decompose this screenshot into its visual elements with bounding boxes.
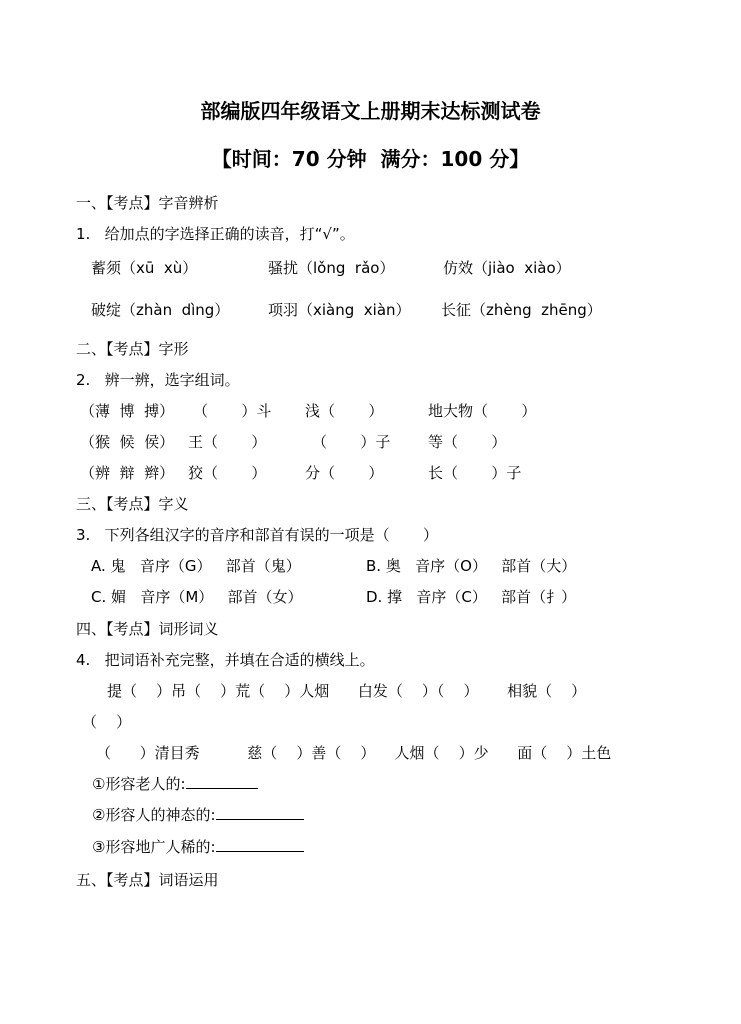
question-4: 4. 把词语补充完整，并填在合适的横线上。 [76,651,375,669]
fill-word: 分（ ） [305,464,384,482]
option-d: D. 撑 音序（C） 部首（扌） [366,588,577,606]
option-b: B. 奥 音序（O） 部首（大） [366,557,577,575]
pinyin-item: 长征（zhèng zhēng） [441,301,602,319]
section-1-heading: 一、【考点】字音辨析 [76,194,219,212]
fill-word: 等（ ） [428,433,507,451]
question-2: 2. 辨一辨，选字组词。 [76,371,240,389]
fill-word: （ ）子 [312,433,391,451]
pinyin-item: 项羽（xiàng xiàn） [268,301,411,319]
page-title: 部编版四年级语文上册期末达标测试卷 [200,99,541,123]
fill-word: 狡（ ） [188,464,267,482]
exam-info: 【时间：70 分钟 满分：100 分】 [211,147,530,171]
section-2-heading: 二、【考点】字形 [76,340,189,358]
fill-word: 王（ ） [188,433,267,451]
idiom-row: （ ）清目秀 慈（ ）善（ ） 人烟（ ）少 面（ ）土色 [96,744,612,762]
question-1: 1. 给加点的字选择正确的读音，打“√”。 [76,225,355,243]
section-4-heading: 四、【考点】词形词义 [76,620,219,638]
fill-word: 浅（ ） [305,402,384,420]
char-group: （薄 博 搏） [80,402,175,420]
fill-word: 长（ ）子 [428,464,522,482]
pinyin-item: 蓄须（xū xù） [91,259,198,277]
idiom-row: 提（ ）吊（ ）荒（ ）人烟 白发（ ）（ ） 相貌（ ） [107,682,587,700]
pinyin-item: 破绽（zhàn dìng） [91,301,230,319]
char-group: （猴 候 侯） [80,433,175,451]
option-a: A. 鬼 音序（G） 部首（鬼） [91,557,301,575]
idiom-row-wrap: （ ） [82,713,132,731]
blank-line-3: ③形容地广人稀的: [92,837,304,857]
char-group: （辨 辩 辫） [80,464,175,482]
fill-word: 地大物（ ） [428,402,537,420]
pinyin-item: 仿效（jiào xiào） [443,259,571,277]
blank-line-1: ①形容老人的: [92,774,258,794]
question-3: 3. 下列各组汉字的音序和部首有误的一项是（ ） [76,526,438,544]
section-3-heading: 三、【考点】字义 [76,495,189,513]
option-c: C. 媚 音序（M） 部首（女） [91,588,303,606]
pinyin-item: 骚扰（lǒng rǎo） [268,259,395,277]
section-5-heading: 五、【考点】词语运用 [76,871,219,889]
fill-word: （ ）斗 [193,402,272,420]
blank-line-2: ②形容人的神态的: [92,805,304,825]
